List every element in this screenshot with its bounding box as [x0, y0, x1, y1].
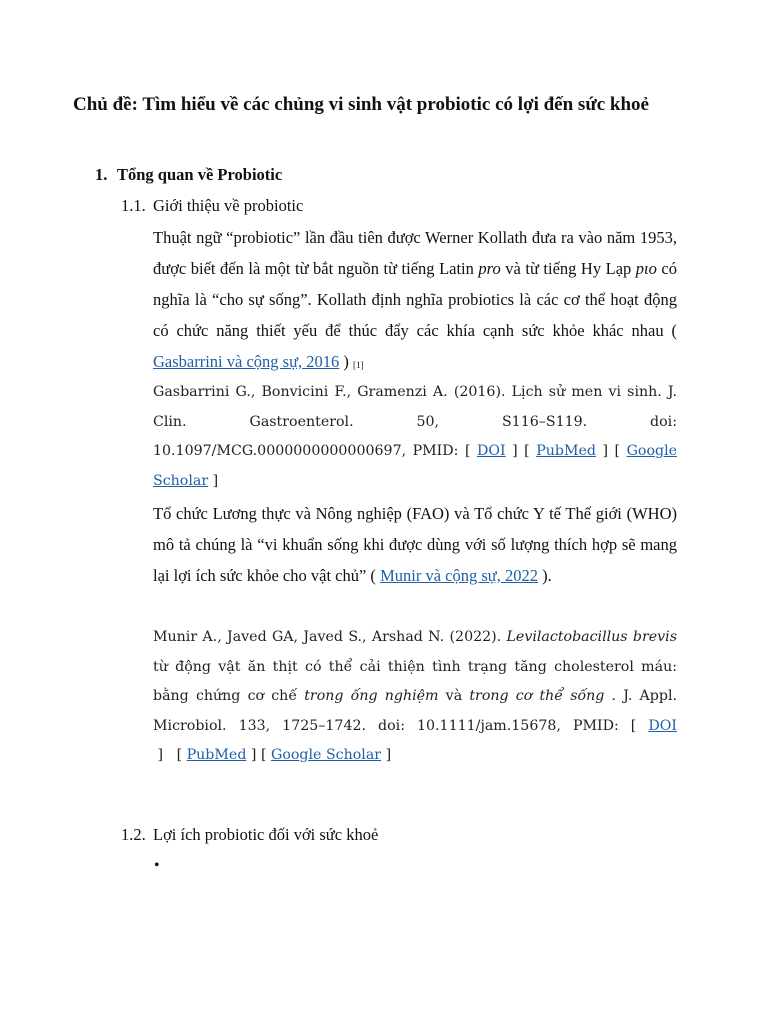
- subsection-title: Lợi ích probiotic đối với sức khoẻ: [153, 825, 379, 844]
- reference-munir: [153, 623, 677, 771]
- section-number: 1.: [95, 165, 108, 184]
- citation-link-munir[interactable]: Munir và cộng sự, 2022: [380, 566, 538, 585]
- google-scholar-link[interactable]: Google Scholar: [271, 747, 382, 763]
- subsection-number: 1.2.: [121, 825, 146, 844]
- document-title: Chủ đề: Tìm hiểu về các chủng vi sinh vật probiotic có lợi đến sức khoẻ: [73, 94, 649, 115]
- subsection-title: Giới thiệu về probiotic: [153, 196, 304, 215]
- reference-gasbarrini: [153, 378, 677, 496]
- reference-separator: ] [: [505, 443, 537, 459]
- empty-bullet-point: •: [154, 857, 160, 874]
- subsection-heading-1-2: [121, 823, 378, 847]
- reference-text: từ động vật ăn thịt có thể cải thiện tình trạng tăng cholesterol máu: bằng chứng cơ chế: [153, 658, 677, 704]
- pubmed-link[interactable]: PubMed: [186, 747, 247, 763]
- doi-link[interactable]: DOI: [476, 443, 506, 459]
- subsection-heading-1-1: [121, 194, 303, 218]
- reference-separator: ]: [381, 747, 392, 763]
- reference-separator: ] [: [595, 443, 627, 459]
- paragraph-text: có nghĩa là “cho sự sống”. Kollath định nghĩa probiotics là các cơ thể hoạt động có chức năng thiết yếu để thúc đẩy các khía cạnh sức khỏe khác nhau (: [153, 259, 677, 340]
- pubmed-link[interactable]: PubMed: [536, 443, 596, 459]
- reference-separator: ] [: [153, 747, 187, 763]
- paragraph-text: Tổ chức Lương thực và Nông nghiệp (FAO) và Tổ chức Y tế Thế giới (WHO) mô tả chúng là “vi khuẩn sống khi được dùng với số lượng thích hợp sẽ mang lại lợi ích sức khỏe cho vật chủ” (: [153, 504, 677, 585]
- greek-term: pιο: [635, 259, 657, 278]
- latin-term: pro: [478, 259, 501, 278]
- species-name: Levilactobacillus brevis: [506, 629, 677, 645]
- citation-link-gasbarrini[interactable]: Gasbarrini và cộng sự, 2016: [153, 352, 340, 371]
- reference-text: Gasbarrini G., Bonvicini F., Gramenzi A. (2016). Lịch sử men vi sinh. J. Clin. Gastroenterol. 50, S116–S119. doi: 10.1097/MCG.0000000000000697, PMID: [: [153, 384, 677, 459]
- paragraph-probiotic-origin: [153, 222, 677, 381]
- doi-link[interactable]: DOI: [648, 717, 677, 734]
- reference-separator: ] [: [246, 747, 272, 763]
- section-heading-1: [95, 163, 282, 187]
- footnote-marker: [1]: [353, 360, 364, 370]
- google-scholar-link[interactable]: Google Scholar: [153, 443, 678, 489]
- paragraph-fao-who: [153, 498, 677, 591]
- reference-italic: trong ống nghiệm: [304, 688, 439, 704]
- paragraph-text: và từ tiếng Hy Lạp: [500, 259, 636, 278]
- reference-separator: ]: [208, 472, 219, 489]
- reference-text: và: [438, 688, 470, 704]
- paragraph-text: Thuật ngữ “probiotic” lần đầu tiên được Werner Kollath đưa ra vào năm 1953, được biết đến là một từ bắt nguồn từ tiếng Latin: [153, 228, 677, 278]
- paragraph-text: ).: [537, 566, 552, 585]
- section-title: Tổng quan về Probiotic: [117, 165, 283, 184]
- paragraph-text: ): [339, 352, 354, 371]
- reference-text: . J. Appl. Microbiol. 133, 1725–1742. doi: 10.1111/jam.15678, PMID: [: [153, 688, 677, 734]
- subsection-number: 1.1.: [121, 196, 146, 215]
- reference-text: Munir A., Javed GA, Javed S., Arshad N. (2022).: [153, 629, 507, 645]
- reference-italic: trong cơ thể sống: [469, 688, 605, 704]
